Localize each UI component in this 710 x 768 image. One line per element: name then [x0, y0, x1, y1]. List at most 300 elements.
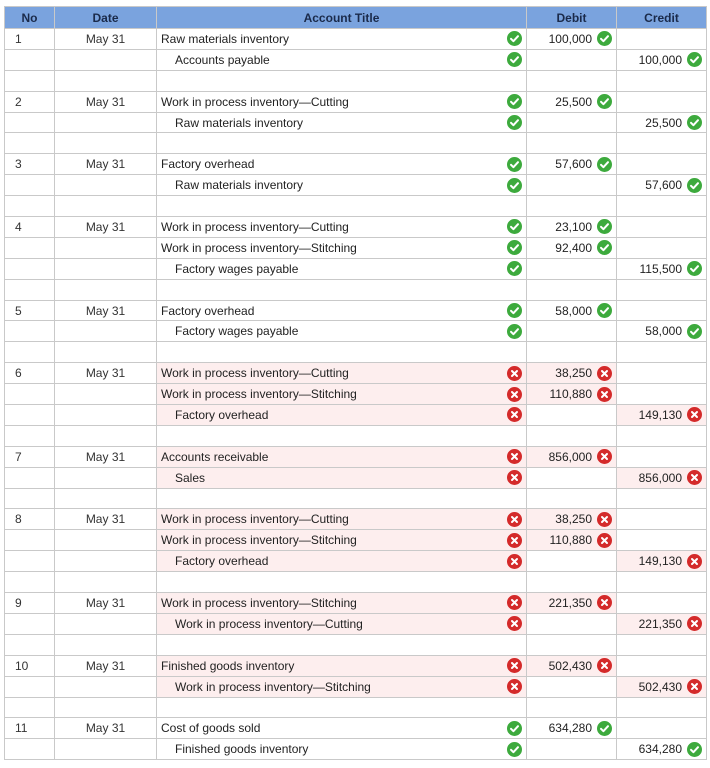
- entry-date: [55, 196, 157, 217]
- entry-number: 10: [5, 655, 55, 676]
- debit-cell[interactable]: [527, 593, 617, 614]
- account-title-text: Factory overhead: [175, 554, 269, 569]
- account-title-cell[interactable]: [157, 70, 527, 91]
- entry-date: [55, 739, 157, 760]
- account-title-text: Cost of goods sold: [161, 721, 261, 736]
- entry-number: 7: [5, 446, 55, 467]
- debit-cell[interactable]: [527, 509, 617, 530]
- header-credit: Credit: [617, 7, 707, 29]
- x-circle-icon: [597, 658, 612, 673]
- account-title-cell[interactable]: [157, 363, 527, 384]
- entry-date: May 31: [55, 446, 157, 467]
- x-circle-icon: [507, 658, 522, 673]
- credit-cell[interactable]: [617, 655, 707, 676]
- credit-cell[interactable]: [617, 300, 707, 321]
- credit-amount: 221,350: [638, 616, 682, 631]
- credit-cell[interactable]: [617, 509, 707, 530]
- account-title-cell[interactable]: [157, 697, 527, 718]
- entry-number: 6: [5, 363, 55, 384]
- debit-amount: 110,880: [549, 387, 592, 402]
- journal-row: [5, 29, 707, 50]
- debit-cell[interactable]: [527, 91, 617, 112]
- credit-cell[interactable]: [617, 112, 707, 133]
- credit-cell[interactable]: [617, 133, 707, 154]
- account-title-cell[interactable]: [157, 530, 527, 551]
- debit-cell[interactable]: [527, 405, 617, 426]
- account-title-cell[interactable]: [157, 279, 527, 300]
- debit-cell[interactable]: [527, 112, 617, 133]
- account-title-text: Work in process inventory—Cutting: [161, 94, 349, 109]
- debit-cell[interactable]: [527, 718, 617, 739]
- credit-cell[interactable]: [617, 572, 707, 593]
- credit-cell[interactable]: [617, 49, 707, 70]
- credit-cell[interactable]: [617, 363, 707, 384]
- check-circle-icon: [687, 178, 702, 193]
- debit-amount: 110,880: [549, 533, 592, 548]
- credit-amount: 57,600: [645, 178, 682, 193]
- entry-number: [5, 551, 55, 572]
- check-circle-icon: [687, 324, 702, 339]
- x-circle-icon: [597, 449, 612, 464]
- debit-cell[interactable]: [527, 279, 617, 300]
- account-title-text: Work in process inventory—Stitching: [161, 533, 357, 548]
- journal-row: [5, 613, 707, 634]
- entry-number: [5, 384, 55, 405]
- check-circle-icon: [597, 303, 612, 318]
- check-circle-icon: [507, 178, 522, 193]
- debit-cell[interactable]: [527, 342, 617, 363]
- credit-amount: 58,000: [645, 324, 682, 339]
- debit-amount: 634,280: [548, 721, 592, 736]
- entry-date: [55, 70, 157, 91]
- debit-cell[interactable]: [527, 425, 617, 446]
- x-circle-icon: [507, 407, 522, 422]
- journal-row: [5, 154, 707, 175]
- journal-row: [5, 300, 707, 321]
- credit-cell[interactable]: [617, 676, 707, 697]
- account-title-cell[interactable]: [157, 488, 527, 509]
- account-title-text: Work in process inventory—Stitching: [161, 387, 357, 402]
- credit-cell[interactable]: [617, 237, 707, 258]
- credit-amount: 115,500: [639, 261, 682, 276]
- header-debit: Debit: [527, 7, 617, 29]
- check-circle-icon: [507, 115, 522, 130]
- account-title-cell[interactable]: [157, 342, 527, 363]
- x-circle-icon: [687, 407, 702, 422]
- check-circle-icon: [597, 31, 612, 46]
- account-title-text: Work in process inventory—Cutting: [161, 366, 349, 381]
- entry-date: [55, 613, 157, 634]
- x-circle-icon: [597, 512, 612, 527]
- check-circle-icon: [687, 52, 702, 67]
- entry-number: 1: [5, 29, 55, 50]
- account-title-cell[interactable]: [157, 446, 527, 467]
- blank-row: [5, 572, 707, 593]
- account-title-cell[interactable]: [157, 91, 527, 112]
- blank-row: [5, 342, 707, 363]
- journal-row: [5, 91, 707, 112]
- journal-row: [5, 718, 707, 739]
- entry-date: [55, 697, 157, 718]
- debit-amount: 502,430: [548, 658, 592, 673]
- entry-number: [5, 676, 55, 697]
- entry-number: [5, 634, 55, 655]
- x-circle-icon: [687, 616, 702, 631]
- blank-row: [5, 279, 707, 300]
- entry-number: [5, 425, 55, 446]
- blank-row: [5, 697, 707, 718]
- credit-cell[interactable]: [617, 258, 707, 279]
- account-title-text: Raw materials inventory: [175, 115, 304, 130]
- debit-cell[interactable]: [527, 551, 617, 572]
- account-title-text: Accounts receivable: [161, 449, 269, 464]
- journal-row: [5, 405, 707, 426]
- debit-amount: 23,100: [555, 219, 592, 234]
- account-title-cell[interactable]: [157, 237, 527, 258]
- entry-number: [5, 321, 55, 342]
- debit-cell[interactable]: [527, 133, 617, 154]
- account-title-cell[interactable]: [157, 175, 527, 196]
- debit-cell[interactable]: [527, 613, 617, 634]
- account-title-cell[interactable]: [157, 509, 527, 530]
- entry-number: [5, 175, 55, 196]
- entry-date: May 31: [55, 718, 157, 739]
- entry-date: [55, 488, 157, 509]
- entry-number: 3: [5, 154, 55, 175]
- account-title-cell[interactable]: [157, 551, 527, 572]
- credit-cell[interactable]: [617, 530, 707, 551]
- debit-cell[interactable]: [527, 467, 617, 488]
- account-title-cell[interactable]: [157, 718, 527, 739]
- entry-number: [5, 467, 55, 488]
- entry-number: [5, 70, 55, 91]
- debit-cell[interactable]: [527, 29, 617, 50]
- account-title-cell[interactable]: [157, 405, 527, 426]
- account-title-text: Raw materials inventory: [161, 31, 290, 46]
- x-circle-icon: [597, 366, 612, 381]
- account-title-text: Factory overhead: [161, 157, 255, 172]
- debit-amount: 38,250: [555, 366, 592, 381]
- entry-date: [55, 425, 157, 446]
- entry-date: [55, 112, 157, 133]
- account-title-cell[interactable]: [157, 467, 527, 488]
- journal-table: [4, 6, 707, 760]
- entry-date: [55, 572, 157, 593]
- credit-cell[interactable]: [617, 154, 707, 175]
- journal-row: [5, 258, 707, 279]
- x-circle-icon: [507, 366, 522, 381]
- check-circle-icon: [597, 157, 612, 172]
- journal-row: [5, 49, 707, 70]
- debit-cell[interactable]: [527, 488, 617, 509]
- x-circle-icon: [507, 533, 522, 548]
- debit-cell[interactable]: [527, 300, 617, 321]
- credit-cell[interactable]: [617, 342, 707, 363]
- check-circle-icon: [597, 240, 612, 255]
- check-circle-icon: [507, 31, 522, 46]
- credit-cell[interactable]: [617, 718, 707, 739]
- entry-number: [5, 49, 55, 70]
- journal-row: [5, 509, 707, 530]
- blank-row: [5, 425, 707, 446]
- entry-number: [5, 530, 55, 551]
- journal-body: [5, 29, 707, 760]
- account-title-cell[interactable]: [157, 258, 527, 279]
- debit-cell[interactable]: [527, 697, 617, 718]
- header-account-title: Account Title: [157, 7, 527, 29]
- entry-date: May 31: [55, 154, 157, 175]
- debit-cell[interactable]: [527, 175, 617, 196]
- check-circle-icon: [687, 742, 702, 757]
- debit-cell[interactable]: [527, 655, 617, 676]
- header-row: [5, 7, 707, 29]
- entry-date: [55, 49, 157, 70]
- account-title-cell[interactable]: [157, 676, 527, 697]
- debit-amount: 92,400: [555, 240, 592, 255]
- journal-row: [5, 384, 707, 405]
- entry-number: [5, 258, 55, 279]
- entry-number: [5, 342, 55, 363]
- x-circle-icon: [687, 554, 702, 569]
- entry-number: 9: [5, 593, 55, 614]
- account-title-cell[interactable]: [157, 49, 527, 70]
- account-title-text: Work in process inventory—Stitching: [161, 240, 357, 255]
- debit-amount: 25,500: [555, 94, 592, 109]
- entry-date: [55, 467, 157, 488]
- account-title-text: Raw materials inventory: [175, 178, 304, 193]
- entry-number: [5, 697, 55, 718]
- entry-date: [55, 175, 157, 196]
- account-title-cell[interactable]: [157, 196, 527, 217]
- credit-cell[interactable]: [617, 217, 707, 238]
- blank-row: [5, 133, 707, 154]
- account-title-cell[interactable]: [157, 593, 527, 614]
- check-circle-icon: [507, 240, 522, 255]
- account-title-cell[interactable]: [157, 425, 527, 446]
- entry-number: 11: [5, 718, 55, 739]
- journal-row: [5, 530, 707, 551]
- debit-cell[interactable]: [527, 49, 617, 70]
- entry-date: [55, 634, 157, 655]
- credit-cell[interactable]: [617, 613, 707, 634]
- x-circle-icon: [597, 595, 612, 610]
- credit-cell[interactable]: [617, 405, 707, 426]
- x-circle-icon: [507, 616, 522, 631]
- credit-amount: 25,500: [645, 115, 682, 130]
- debit-amount: 38,250: [555, 512, 592, 527]
- credit-cell[interactable]: [617, 175, 707, 196]
- account-title-cell[interactable]: [157, 655, 527, 676]
- journal-row: [5, 739, 707, 760]
- check-circle-icon: [597, 94, 612, 109]
- journal-row: [5, 593, 707, 614]
- debit-cell[interactable]: [527, 446, 617, 467]
- account-title-text: Work in process inventory—Cutting: [175, 616, 363, 631]
- entry-date: [55, 237, 157, 258]
- account-title-text: Work in process inventory—Cutting: [161, 512, 349, 527]
- entry-date: [55, 321, 157, 342]
- credit-cell[interactable]: [617, 384, 707, 405]
- entry-date: [55, 133, 157, 154]
- debit-cell[interactable]: [527, 572, 617, 593]
- debit-cell[interactable]: [527, 530, 617, 551]
- credit-amount: 856,000: [638, 470, 682, 485]
- entry-number: [5, 572, 55, 593]
- x-circle-icon: [507, 470, 522, 485]
- debit-cell[interactable]: [527, 634, 617, 655]
- account-title-cell[interactable]: [157, 572, 527, 593]
- account-title-cell[interactable]: [157, 321, 527, 342]
- debit-amount: 58,000: [555, 303, 592, 318]
- account-title-cell[interactable]: [157, 29, 527, 50]
- journal-row: [5, 676, 707, 697]
- x-circle-icon: [507, 449, 522, 464]
- journal-row: [5, 175, 707, 196]
- journal-row: [5, 237, 707, 258]
- blank-row: [5, 488, 707, 509]
- account-title-text: Work in process inventory—Cutting: [161, 219, 349, 234]
- debit-cell[interactable]: [527, 676, 617, 697]
- credit-cell[interactable]: [617, 634, 707, 655]
- x-circle-icon: [507, 387, 522, 402]
- entry-number: [5, 279, 55, 300]
- credit-cell[interactable]: [617, 739, 707, 760]
- account-title-cell[interactable]: [157, 739, 527, 760]
- entry-date: May 31: [55, 363, 157, 384]
- account-title-cell[interactable]: [157, 112, 527, 133]
- check-circle-icon: [507, 721, 522, 736]
- journal-row: [5, 321, 707, 342]
- credit-cell[interactable]: [617, 196, 707, 217]
- credit-amount: 502,430: [638, 679, 682, 694]
- x-circle-icon: [507, 595, 522, 610]
- entry-number: 4: [5, 217, 55, 238]
- entry-date: [55, 258, 157, 279]
- entry-date: [55, 384, 157, 405]
- journal-row: [5, 363, 707, 384]
- entry-date: [55, 530, 157, 551]
- credit-cell[interactable]: [617, 697, 707, 718]
- entry-number: 8: [5, 509, 55, 530]
- credit-cell[interactable]: [617, 91, 707, 112]
- credit-amount: 634,280: [638, 742, 682, 757]
- entry-date: May 31: [55, 593, 157, 614]
- check-circle-icon: [507, 303, 522, 318]
- check-circle-icon: [507, 261, 522, 276]
- credit-cell[interactable]: [617, 70, 707, 91]
- debit-cell[interactable]: [527, 70, 617, 91]
- check-circle-icon: [687, 115, 702, 130]
- credit-cell[interactable]: [617, 29, 707, 50]
- debit-cell[interactable]: [527, 739, 617, 760]
- account-title-text: Sales: [175, 470, 206, 485]
- journal-row: [5, 467, 707, 488]
- check-circle-icon: [507, 157, 522, 172]
- debit-cell[interactable]: [527, 154, 617, 175]
- entry-date: [55, 342, 157, 363]
- check-circle-icon: [507, 219, 522, 234]
- account-title-cell[interactable]: [157, 634, 527, 655]
- credit-cell[interactable]: [617, 279, 707, 300]
- header-date: Date: [55, 7, 157, 29]
- x-circle-icon: [687, 470, 702, 485]
- x-circle-icon: [507, 679, 522, 694]
- entry-number: [5, 237, 55, 258]
- entry-date: May 31: [55, 300, 157, 321]
- credit-cell[interactable]: [617, 551, 707, 572]
- credit-amount: 100,000: [638, 52, 682, 67]
- journal-row: [5, 551, 707, 572]
- account-title-text: Work in process inventory—Stitching: [175, 679, 371, 694]
- debit-cell[interactable]: [527, 321, 617, 342]
- account-title-cell[interactable]: [157, 613, 527, 634]
- credit-cell[interactable]: [617, 321, 707, 342]
- credit-cell[interactable]: [617, 593, 707, 614]
- x-circle-icon: [507, 512, 522, 527]
- x-circle-icon: [507, 554, 522, 569]
- entry-date: [55, 405, 157, 426]
- account-title-cell[interactable]: [157, 133, 527, 154]
- account-title-cell[interactable]: [157, 154, 527, 175]
- debit-cell[interactable]: [527, 258, 617, 279]
- debit-cell[interactable]: [527, 237, 617, 258]
- debit-cell[interactable]: [527, 196, 617, 217]
- debit-cell[interactable]: [527, 384, 617, 405]
- account-title-text: Factory overhead: [161, 303, 255, 318]
- blank-row: [5, 70, 707, 91]
- debit-cell[interactable]: [527, 217, 617, 238]
- journal-row: [5, 655, 707, 676]
- entry-date: May 31: [55, 91, 157, 112]
- entry-number: [5, 405, 55, 426]
- debit-amount: 221,350: [548, 595, 592, 610]
- blank-row: [5, 196, 707, 217]
- entry-number: [5, 196, 55, 217]
- entry-number: 2: [5, 91, 55, 112]
- account-title-cell[interactable]: [157, 217, 527, 238]
- journal-row: [5, 112, 707, 133]
- check-circle-icon: [507, 324, 522, 339]
- credit-cell[interactable]: [617, 425, 707, 446]
- credit-cell[interactable]: [617, 446, 707, 467]
- credit-cell[interactable]: [617, 467, 707, 488]
- account-title-cell[interactable]: [157, 300, 527, 321]
- x-circle-icon: [597, 533, 612, 548]
- check-circle-icon: [507, 94, 522, 109]
- account-title-cell[interactable]: [157, 384, 527, 405]
- credit-amount: 149,130: [638, 407, 682, 422]
- header-no: No: [5, 7, 55, 29]
- account-title-text: Work in process inventory—Stitching: [161, 595, 357, 610]
- entry-date: May 31: [55, 29, 157, 50]
- blank-row: [5, 634, 707, 655]
- x-circle-icon: [597, 387, 612, 402]
- account-title-text: Finished goods inventory: [175, 742, 309, 757]
- entry-number: [5, 613, 55, 634]
- debit-cell[interactable]: [527, 363, 617, 384]
- entry-number: [5, 488, 55, 509]
- debit-amount: 57,600: [555, 157, 592, 172]
- entry-date: May 31: [55, 655, 157, 676]
- check-circle-icon: [687, 261, 702, 276]
- check-circle-icon: [507, 742, 522, 757]
- account-title-text: Accounts payable: [175, 52, 270, 67]
- account-title-text: Factory wages payable: [175, 261, 299, 276]
- credit-cell[interactable]: [617, 488, 707, 509]
- entry-date: [55, 551, 157, 572]
- x-circle-icon: [687, 679, 702, 694]
- check-circle-icon: [597, 721, 612, 736]
